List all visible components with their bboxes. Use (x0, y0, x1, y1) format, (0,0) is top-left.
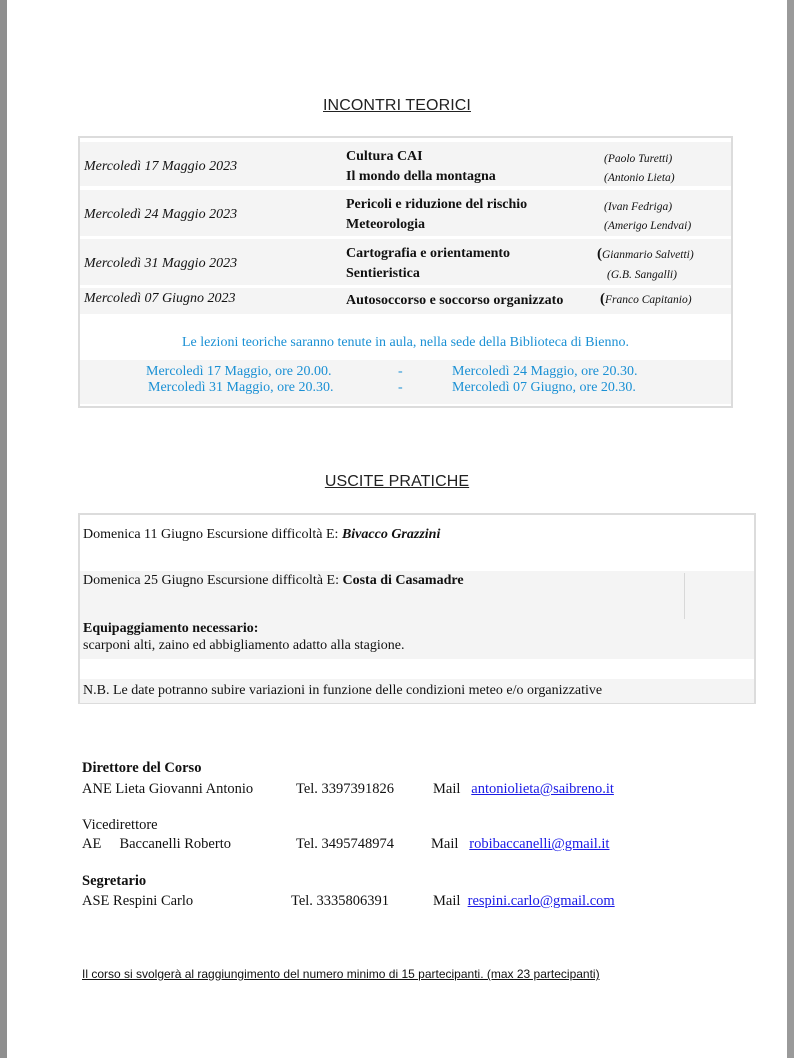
lecture-topic: Pericoli e riduzione del rischio (346, 197, 528, 212)
footnote: Il corso si svolgerà al raggiungimento del numero minimo di 15 partecipanti. (max 23 partecipanti) (82, 967, 600, 981)
lecture-date: Mercoledì 24 Maggio 2023 (84, 207, 238, 222)
outings-table (78, 513, 756, 704)
lecture-date: Mercoledì 31 Maggio 2023 (84, 256, 238, 271)
vice-phone: Tel. 3495748974 (296, 836, 395, 852)
director-role: Direttore del Corso (82, 760, 202, 776)
vice-role: Vicedirettore (82, 817, 158, 833)
lecture-date: Mercoledì 17 Maggio 2023 (84, 159, 238, 174)
mail-label: Mail (433, 893, 461, 909)
lecture-speaker: (G.B. Sangalli) (607, 269, 677, 281)
outing-destination: Costa di Casamadre (342, 573, 464, 588)
lecture-topic: Il mondo della montagna (346, 169, 496, 184)
equipment-block (83, 620, 405, 654)
lecture-topic: Cartografia e orientamento (346, 246, 511, 261)
secretary-phone: Tel. 3335806391 (291, 893, 390, 909)
schedule-entry: Mercoledì 17 Maggio, ore 20.00. (146, 364, 332, 379)
vice-email-link[interactable]: robibaccanelli@gmail.it (469, 836, 610, 852)
outing-description: Domenica 25 Giugno Escursione difficoltà E: (83, 573, 339, 588)
secretary-role: Segretario (82, 873, 147, 889)
schedule-separator: - (398, 380, 403, 395)
schedule-separator: - (398, 364, 403, 379)
nb-note: N.B. Le date potranno subire variazioni in funzione delle condizioni meteo e/o organizzative (83, 683, 603, 698)
mail-label: Mail (431, 836, 459, 852)
lecture-speaker: (Antonio Lieta) (604, 172, 675, 184)
lecture-topic: Sentieristica (346, 266, 420, 281)
vice-mail (431, 836, 609, 853)
page-right-edge (787, 0, 794, 1058)
lecture-speaker: (Ivan Fedriga) (604, 201, 673, 213)
lecture-schedule (80, 360, 731, 404)
director-name: ANE Lieta Giovanni Antonio (82, 781, 254, 797)
equipment-text: scarponi alti, zaino ed abbigliamento adatto alla stagione. (83, 638, 405, 653)
lecture-row (80, 288, 731, 314)
schedule-entry: Mercoledì 31 Maggio, ore 20.30. (148, 380, 334, 395)
lecture-date: Mercoledì 07 Giugno 2023 (84, 291, 236, 306)
vice-name: AE Baccanelli Roberto (82, 836, 231, 852)
page-left-edge (0, 0, 7, 1058)
lecture-speaker: (Gianmario Salvetti) (597, 246, 694, 262)
director-email-link[interactable]: antoniolieta@saibreno.it (471, 781, 614, 797)
table-divider (684, 573, 685, 619)
schedule-entry: Mercoledì 24 Maggio, ore 20.30. (452, 364, 638, 379)
mail-label: Mail (433, 781, 461, 797)
section-title-pratiche: USCITE PRATICHE (324, 473, 470, 490)
equipment-title: Equipaggiamento necessario: (83, 621, 259, 636)
lecture-topic: Meteorologia (346, 217, 426, 232)
lecture-topic: Autosoccorso e soccorso organizzato (346, 293, 564, 308)
lecture-topic: Cultura CAI (346, 149, 423, 164)
lectures-table (78, 136, 733, 408)
lecture-speaker: (Paolo Turetti) (604, 153, 673, 165)
secretary-mail (433, 893, 615, 910)
lecture-row (80, 142, 731, 186)
outing-destination: Bivacco Grazzini (341, 527, 441, 542)
director-phone: Tel. 3397391826 (296, 781, 395, 797)
lectures-note: Le lezioni teoriche saranno tenute in aula, nella sede della Biblioteca di Bienno. (181, 335, 630, 350)
schedule-entry: Mercoledì 07 Giugno, ore 20.30. (452, 380, 636, 395)
outing-row (83, 527, 440, 543)
section-title-teorici: INCONTRI TEORICI (323, 97, 471, 114)
director-mail (433, 781, 614, 798)
secretary-email-link[interactable]: respini.carlo@gmail.com (467, 893, 615, 909)
outing-row (83, 573, 464, 589)
lecture-speaker: (Amerigo Lendvai) (604, 220, 692, 232)
secretary-name: ASE Respini Carlo (82, 893, 194, 909)
lecture-speaker: (Franco Capitanio) (600, 291, 692, 307)
lecture-row (80, 239, 731, 285)
outing-description: Domenica 11 Giugno Escursione difficoltà E: (83, 527, 339, 542)
lecture-row (80, 190, 731, 236)
